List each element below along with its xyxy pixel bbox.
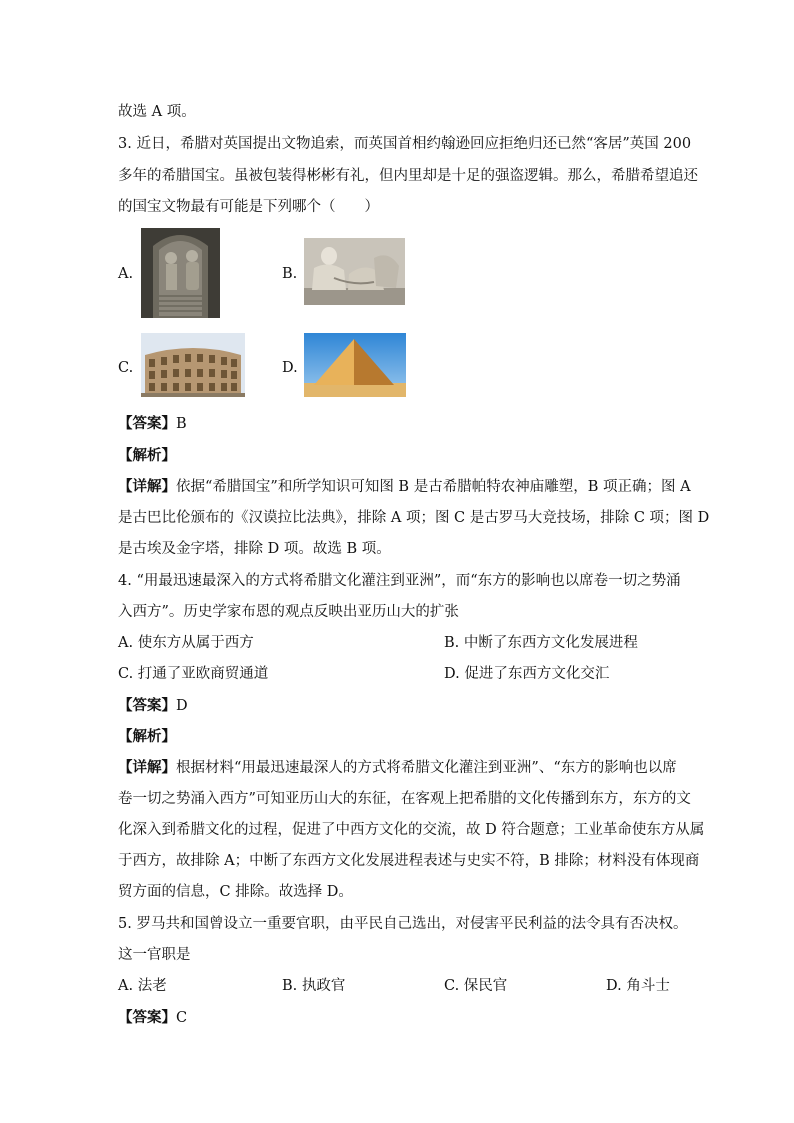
q4-option-b: B. 中断了东西方文化发展进程 (444, 635, 638, 651)
answer-label: 【答案】 (118, 416, 176, 432)
q4-option-c: C. 打通了亚欧商贸通道 (118, 666, 269, 682)
hammurabi-stele-image (141, 228, 220, 318)
q4-detail-line-3: 化深入到希腊文化的过程，促进了中西方文化的交流，故 D 符合题意；工业革命使东方从属 (118, 822, 705, 838)
q3-stem-line-2: 多年的希腊国宝。虽被包装得彬彬有礼，但内里却是十足的强盗逻辑。那么，希腊希望追还 (118, 168, 698, 184)
q5-stem-line-2: 这一官职是 (118, 947, 191, 963)
colosseum-image (141, 333, 245, 397)
q3-detail-line-1 (118, 477, 691, 497)
q4-answer (118, 696, 188, 716)
q3-option-d-label: D. (282, 360, 298, 376)
q4-analysis-label: 【解析】 (118, 729, 176, 745)
q4-detail-line-2: 卷一切之势涌入西方”可知亚历山大的东征，在客观上把希腊的文化传播到东方，东方的文 (118, 791, 691, 807)
q4-option-d: D. 促进了东西方文化交汇 (444, 666, 610, 682)
q4-detail-line-4: 于西方，故排除 A；中断了东西方文化发展进程表述与史实不符，B 排除；材料没有体现商 (118, 853, 700, 869)
q3-detail-line-2: 是古巴比伦颁布的《汉谟拉比法典》，排除 A 项；图 C 是古罗马大竞技场，排除 C 项；图 D (118, 510, 710, 526)
detail-label: 【详解】 (118, 479, 176, 495)
answer-value: D (176, 698, 188, 714)
q4-detail-line-5: 贸方面的信息，C 排除。故选择 D。 (118, 884, 353, 900)
q3-stem-line-3: 的国宝文物最有可能是下列哪个（ ） (118, 199, 379, 215)
pyramid-image (304, 333, 406, 397)
q4-stem-line-2: 入西方”。历史学家布恩的观点反映出亚历山大的扩张 (118, 604, 459, 620)
detail-text: 根据材料“用最迅速最深人的方式将希腊文化灌注到亚洲”、“东方的影响也以席 (176, 760, 677, 776)
answer-value: C (176, 1010, 188, 1026)
q3-detail-line-3: 是古埃及金字塔，排除 D 项。故选 B 项。 (118, 541, 391, 557)
previous-answer-tail: 故选 A 项。 (118, 104, 196, 120)
q4-stem-line-1: 4. “用最迅速最深入的方式将希腊文化灌注到亚洲”，而“东方的影响也以席卷一切之势涌 (118, 573, 681, 589)
q5-option-b: B. 执政官 (282, 978, 346, 994)
q3-option-c-label: C. (118, 360, 134, 376)
q5-stem-line-1: 5. 罗马共和国曾设立一重要官职，由平民自己选出，对侵害平民利益的法令具有否决权。 (118, 916, 688, 932)
q3-option-a-label: A. (118, 266, 134, 282)
q3-analysis-label: 【解析】 (118, 448, 176, 464)
q4-option-a: A. 使东方从属于西方 (118, 635, 254, 651)
q4-detail-line-1 (118, 758, 677, 778)
detail-label: 【详解】 (118, 760, 176, 776)
q5-option-a: A. 法老 (118, 978, 167, 994)
q3-option-b-label: B. (282, 266, 298, 282)
answer-value: B (176, 416, 187, 432)
answer-label: 【答案】 (118, 698, 176, 714)
q3-answer (118, 414, 187, 434)
q5-option-d: D. 角斗士 (606, 978, 670, 994)
q5-answer (118, 1008, 187, 1028)
q5-option-c: C. 保民官 (444, 978, 508, 994)
q3-stem-line-1: 3. 近日，希腊对英国提出文物追索，而英国首相约翰逊回应拒绝归还已然“客居”英国 200 (118, 136, 692, 152)
answer-label: 【答案】 (118, 1010, 176, 1026)
detail-text: 依据“希腊国宝”和所学知识可知图 B 是古希腊帕特农神庙雕塑，B 项正确；图 A (176, 479, 691, 495)
parthenon-sculpture-image (304, 238, 405, 305)
